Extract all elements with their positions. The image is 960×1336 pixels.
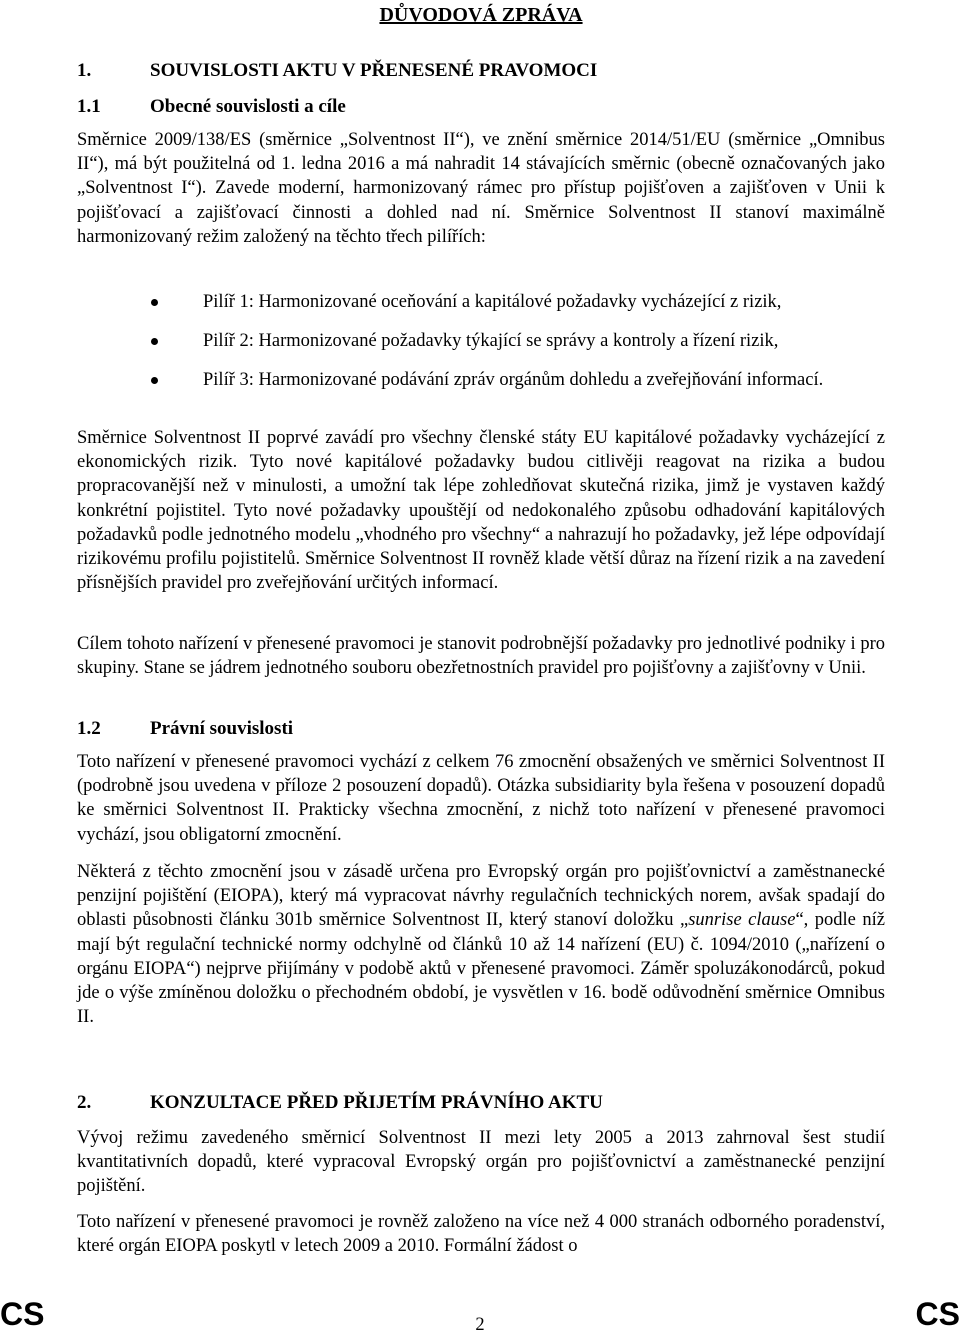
section-1-1-heading: [77, 94, 346, 120]
paragraph: Toto nařízení v přenesené pravomoci je rovněž založeno na více než 4 000 stranách odborného poradenství, které orgán EIOPA poskytl v letech 2009 a 2010. Formální žádost o: [77, 1212, 885, 1257]
page-number: 2: [475, 1315, 485, 1335]
bullet-icon: [151, 377, 158, 384]
section-number: 1.2: [77, 718, 101, 739]
section-number: 1.: [77, 60, 92, 81]
paragraph: Cílem tohoto nařízení v přenesené pravomoci je stanovit podrobnější požadavky pro jednotlivé podniky i pro skupiny. Stane se jádrem jednotného souboru obezřetnostních pravidel pro pojišťovny a zajišťovny v Unii.: [77, 634, 885, 679]
document-title: DŮVODOVÁ ZPRÁVA: [379, 4, 583, 26]
footer-language-left: CS: [0, 1296, 45, 1332]
list-item-text: Pilíř 2: Harmonizované požadavky týkající se správy a kontroly a řízení rizik,: [203, 331, 779, 352]
paragraph-intro: Směrnice 2009/138/ES (směrnice „Solventnost II“), ve znění směrnice 2014/51/EU (směrnice „Omnibus II“), má být použitelná od 1. ledna 2016 a má nahradit 14 stávajících směrnic (obecně označovaných jako „Solventnost I“). Zavede moderní, harmonizovaný rámec pro přístup pojišťoven a zajišťoven v Unii k pojišťovací a zajišťovací činnosti a dohled nad ní. Směrnice Solventnost II stanoví maximálně harmonizovaný režim založený na těchto třech pilířích:: [77, 130, 885, 247]
section-number: 1.1: [77, 96, 101, 117]
bullet-icon: [151, 338, 158, 345]
paragraph: [77, 860, 885, 1029]
paragraph-text: Některá z těchto zmocnění jsou v zásadě určena pro Evropský orgán pro pojišťovnictví a zaměstnanecké penzijní pojištění (EIOPA), který má vypracovat návrhy regulačních technických norem, avšak spadají do oblasti působnosti článku 301b směrnice Solventnost II, který stanoví doložku „: [77, 862, 885, 931]
section-1-heading: [77, 58, 597, 84]
paragraph-text: “, podle níž mají být regulační technické normy odchylně od článků 10 až 14 nařízení (EU) č. 1094/2010 („nařízení o orgánu EIOPA“) nejprve přijímány v podobě aktů v přenesené pravomoci. Záměr spoluzákonodárců, pokud jde o výše zmíněnou doložku o přechodném období, je vysvětlen v 16. bodě odůvodnění směrnice Omnibus II.: [77, 910, 885, 1028]
section-title: Právní souvislosti: [150, 718, 294, 739]
bullet-icon: [151, 299, 158, 306]
list-item: [77, 290, 885, 314]
list-item-text: Pilíř 1: Harmonizované oceňování a kapitálové požadavky vycházející z rizik,: [203, 292, 782, 312]
section-1-2-heading: [77, 716, 293, 742]
section-number: 2.: [77, 1092, 92, 1113]
list-item: [77, 329, 885, 353]
section-title: SOUVISLOSTI AKTU V PŘENESENÉ PRAVOMOCI: [150, 60, 598, 81]
section-2-heading: [77, 1090, 603, 1116]
section-title: KONZULTACE PŘED PŘIJETÍM PRÁVNÍHO AKTU: [150, 1092, 603, 1113]
paragraph: Vývoj režimu zavedeného směrnicí Solventnost II mezi lety 2005 a 2013 zahrnoval šest studií kvantitativních dopadů, které vypracoval Evropský orgán pro pojišťovnictví a zaměstnanecké penzijní pojištění.: [77, 1128, 885, 1197]
list-item-text: Pilíř 3: Harmonizované podávání zpráv orgánům dohledu a zveřejňování informací.: [203, 370, 824, 391]
paragraph: Směrnice Solventnost II poprvé zavádí pro všechny členské státy EU kapitálové požadavky vycházející z ekonomických rizik. Tyto nové kapitálové požadavky budou citlivěji reagovat na rizika a budou propracovanější než v minulosti, a umožní tak lépe zohledňovat skutečná rizika, jimž je vystaven každý konkrétní pojistitel. Tyto nové požadavky upouštějí od nedokonalého způsobu odhadování kapitálových požadavků podle jednotného modelu „vhodného pro všechny“ a nahrazují ho požadavky, jež lépe odpovídají rizikovému profilu pojistitelů. Směrnice Solventnost II rovněž klade větší důraz na řízení rizik a na zavedení přísnějších pravidel pro zveřejňování určitých informací.: [77, 428, 885, 594]
paragraph: Toto nařízení v přenesené pravomoci vychází z celkem 76 zmocnění obsažených ve směrnici Solventnost II (podrobně jsou uvedena v příloze 2 posouzení dopadů). Otázka subsidiarity byla řešena v posouzení dopadů ke směrnici Solventnost II. Prakticky všechna zmocnění, z nichž toto nařízení v přenesené pravomoci vychází, jsou obligatorní zmocnění.: [77, 752, 885, 845]
italic-term: sunrise clause: [688, 910, 796, 931]
section-title: Obecné souvislosti a cíle: [150, 96, 346, 117]
list-item: [77, 368, 885, 392]
pillar-list: [77, 290, 885, 393]
footer-language-right: CS: [915, 1296, 960, 1332]
